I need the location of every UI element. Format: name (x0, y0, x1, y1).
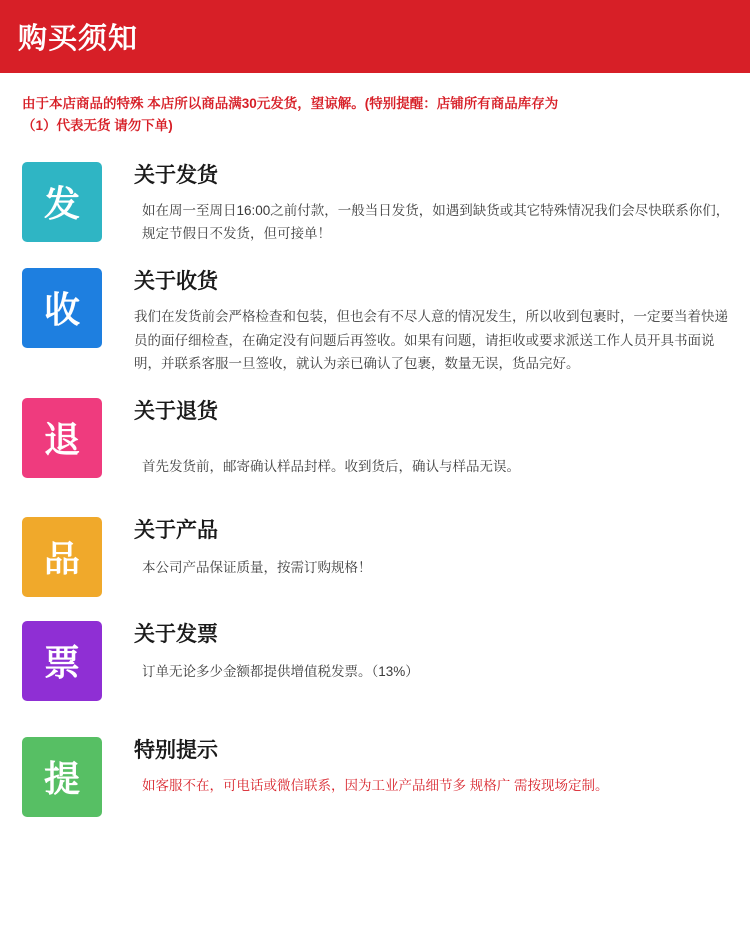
section-body-receiving (134, 268, 750, 376)
section-text-invoice: 订单无论多少金额都提供增值税发票。（13%） (142, 663, 419, 679)
section-title-product: 关于产品 (134, 518, 218, 542)
section-title-invoice: 关于发票 (134, 622, 218, 646)
section-title-special-note: 特别提示 (134, 738, 218, 762)
section-text-special-note: 如客服不在，可电话或微信联系，因为工业产品细节多 规格广 需按现场定制。 (142, 777, 609, 793)
badge-returns: 退 (22, 398, 102, 478)
page-header (0, 0, 750, 73)
section-body-shipping (134, 162, 750, 246)
section-special-note (0, 737, 750, 817)
section-shipping (0, 162, 750, 246)
section-returns (0, 398, 750, 479)
section-title-shipping: 关于发货 (134, 163, 218, 187)
badge-shipping: 发 (22, 162, 102, 242)
badge-receiving: 收 (22, 268, 102, 348)
section-text-receiving: 我们在发货前会严格检查和包装，但也会有不尽人意的情况发生，所以收到包裹时，一定要当着快递员的面仔细检查，在确定没有问题后再签收。如果有问题，请拒收或要求派送工作人员开具书面说明，并联系客服一旦签收，就认为亲已确认了包裹，数量无误，货品完好。 (134, 308, 728, 372)
section-text-product: 本公司产品保证质量，按需订购规格！ (142, 559, 372, 575)
section-invoice (0, 621, 750, 701)
sections-list (0, 162, 750, 817)
section-product (0, 517, 750, 597)
section-receiving (0, 268, 750, 376)
badge-product: 品 (22, 517, 102, 597)
page-title: 购买须知 (18, 23, 139, 55)
section-text-shipping: 如在周一至周日16:00之前付款，一般当日发货，如遇到缺货或其它特殊情况我们会尽快联系你们，规定节假日不发货，但可接单！ (142, 202, 730, 242)
section-body-returns (134, 398, 750, 479)
section-title-receiving: 关于收货 (134, 269, 218, 293)
section-title-returns: 关于退货 (134, 399, 218, 423)
notice-banner-text: 由于本店商品的特殊 本店所以商品满30元发货，望谅解。(特别提醒：店铺所有商品库存为（1）代表无货 请勿下单) (22, 96, 559, 134)
badge-invoice: 票 (22, 621, 102, 701)
section-body-invoice (134, 621, 750, 684)
badge-special-note: 提 (22, 737, 102, 817)
section-body-product (134, 517, 750, 580)
section-body-special-note (134, 737, 750, 798)
section-text-returns: 首先发货前，邮寄确认样品封样。收到货后，确认与样品无误。 (142, 458, 520, 474)
